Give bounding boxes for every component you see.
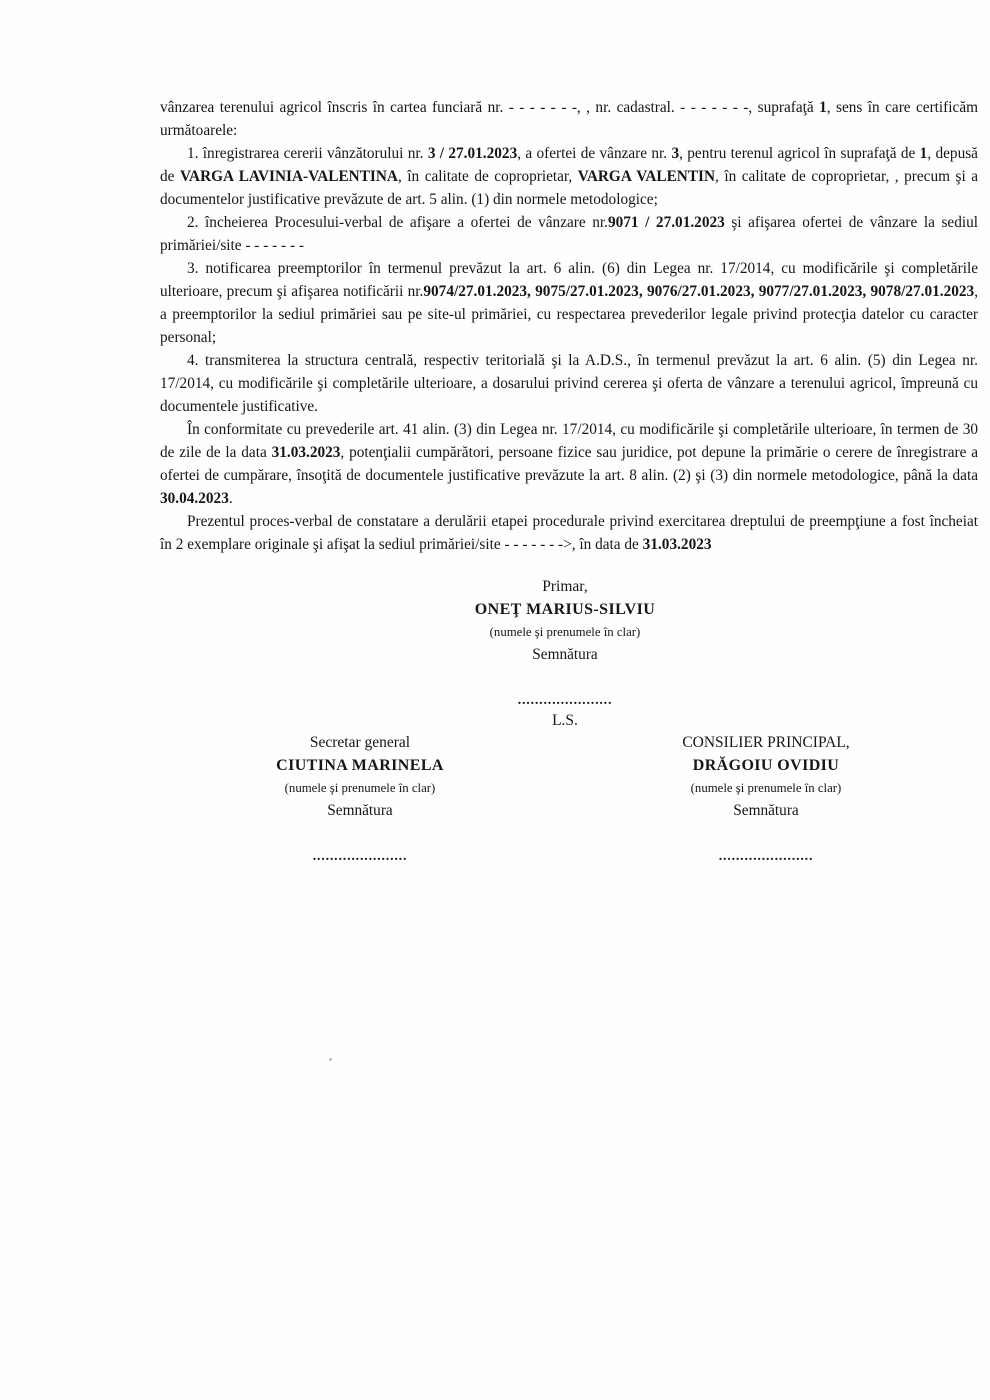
paragraph-item-3: 3. notificarea preemptorilor în termenul prevăzut la art. 6 alin. (6) din Legea nr. 17/2014, cu modificările şi completările ulterioare, precum şi afişarea notificării nr.9074/27.01.2023, 9075/27.01.2023, 9076/27.01.2023, 9077/27.01.2023, 9078/27.01.2023, a preemptorilor la sediul primăriei sau pe site-ul primăriei, cu respectarea prevederilor legale privind protecţia datelor cu caracter personal; bbox=[160, 260, 979, 346]
primar-name-clarification: (numele şi prenumele în clar) bbox=[489, 625, 641, 639]
paragraph-item-2: 2. încheierea Procesului-verbal de afişare a ofertei de vânzare nr.9071 / 27.01.2023 şi afişarea ofertei de vânzare la sediul primăriei/site - - - - - - - bbox=[160, 214, 979, 254]
paragraph-intro: vânzarea terenului agricol înscris în cartea funciară nr. - - - - - - -, , nr. cadastral. - - - - - - -, suprafaţă 1, sens în care certificăm următoarele: bbox=[160, 99, 979, 139]
consilier-signature-label: Semnătura bbox=[733, 802, 799, 819]
primar-signature-label: Semnătura bbox=[532, 646, 598, 663]
secretar-name: CIUTINA MARINELA bbox=[276, 757, 444, 774]
paragraph-conformitate: În conformitate cu prevederile art. 41 alin. (3) din Legea nr. 17/2014, cu modificările şi completările ulterioare, în termen de 30 de zile de la data 31.03.2023, potenţialii cumpărători, persoane fizice sau juridice, pot depune la primărie o cerere de înregistrare a ofertei de cumpărare, însoţită de documentele justificative prevăzute la art. 8 alin. (2) şi (3) din normele metodologice, până la data 30.04.2023. bbox=[160, 421, 979, 507]
consilier-name-clarification: (numele şi prenumele în clar) bbox=[690, 781, 842, 795]
secretar-signature-block bbox=[220, 732, 500, 866]
primar-role-label: Primar, bbox=[542, 578, 588, 595]
primar-signature-block bbox=[425, 576, 705, 731]
primar-dotted-signature-line: ...................... bbox=[517, 693, 613, 708]
consilier-dotted-signature-line: ...................... bbox=[718, 849, 814, 864]
consilier-role-label: CONSILIER PRINCIPAL, bbox=[682, 734, 850, 751]
scan-speck bbox=[329, 1058, 332, 1061]
paragraph-prezentul: Prezentul proces-verbal de constatare a derulării etapei procedurale privind exercitarea dreptului de preempţiune a fost încheiat în 2 exemplare originale şi afişat la sediul primăriei/site - - - - - - ->, în data de 31.03.2023 bbox=[160, 513, 978, 553]
secretar-role-label: Secretar general bbox=[309, 734, 411, 751]
primar-name: ONEŢ MARIUS-SILVIU bbox=[474, 601, 656, 618]
secretar-signature-label: Semnătura bbox=[327, 802, 393, 819]
loco-sigilli-label: L.S. bbox=[552, 712, 578, 729]
secretar-name-clarification: (numele şi prenumele în clar) bbox=[284, 781, 436, 795]
paragraph-item-1: 1. înregistrarea cererii vânzătorului nr. 3 / 27.01.2023, a ofertei de vânzare nr. 3, pentru terenul agricol în suprafaţă de 1, depusă de VARGA LAVINIA-VALENTINA, în calitate de coproprietar, VARGA VALENTIN, în calitate de coproprietar, , precum şi a documentelor justificative prevăzute de art. 5 alin. (1) din normele metodologice; bbox=[160, 145, 978, 208]
document-body bbox=[160, 96, 978, 556]
consilier-signature-block bbox=[626, 732, 906, 866]
secretar-dotted-signature-line: ...................... bbox=[312, 849, 408, 864]
paragraph-item-4: 4. transmiterea la structura centrală, respectiv teritorială şi la A.D.S., în termenul prevăzut la art. 6 alin. (5) din Legea nr. 17/2014, cu modificările şi completările ulterioare, a dosarului privind cererea şi oferta de vânzare a terenului agricol, împreună cu documentele justificative. bbox=[160, 352, 978, 415]
consilier-name: DRĂGOIU OVIDIU bbox=[692, 757, 840, 774]
